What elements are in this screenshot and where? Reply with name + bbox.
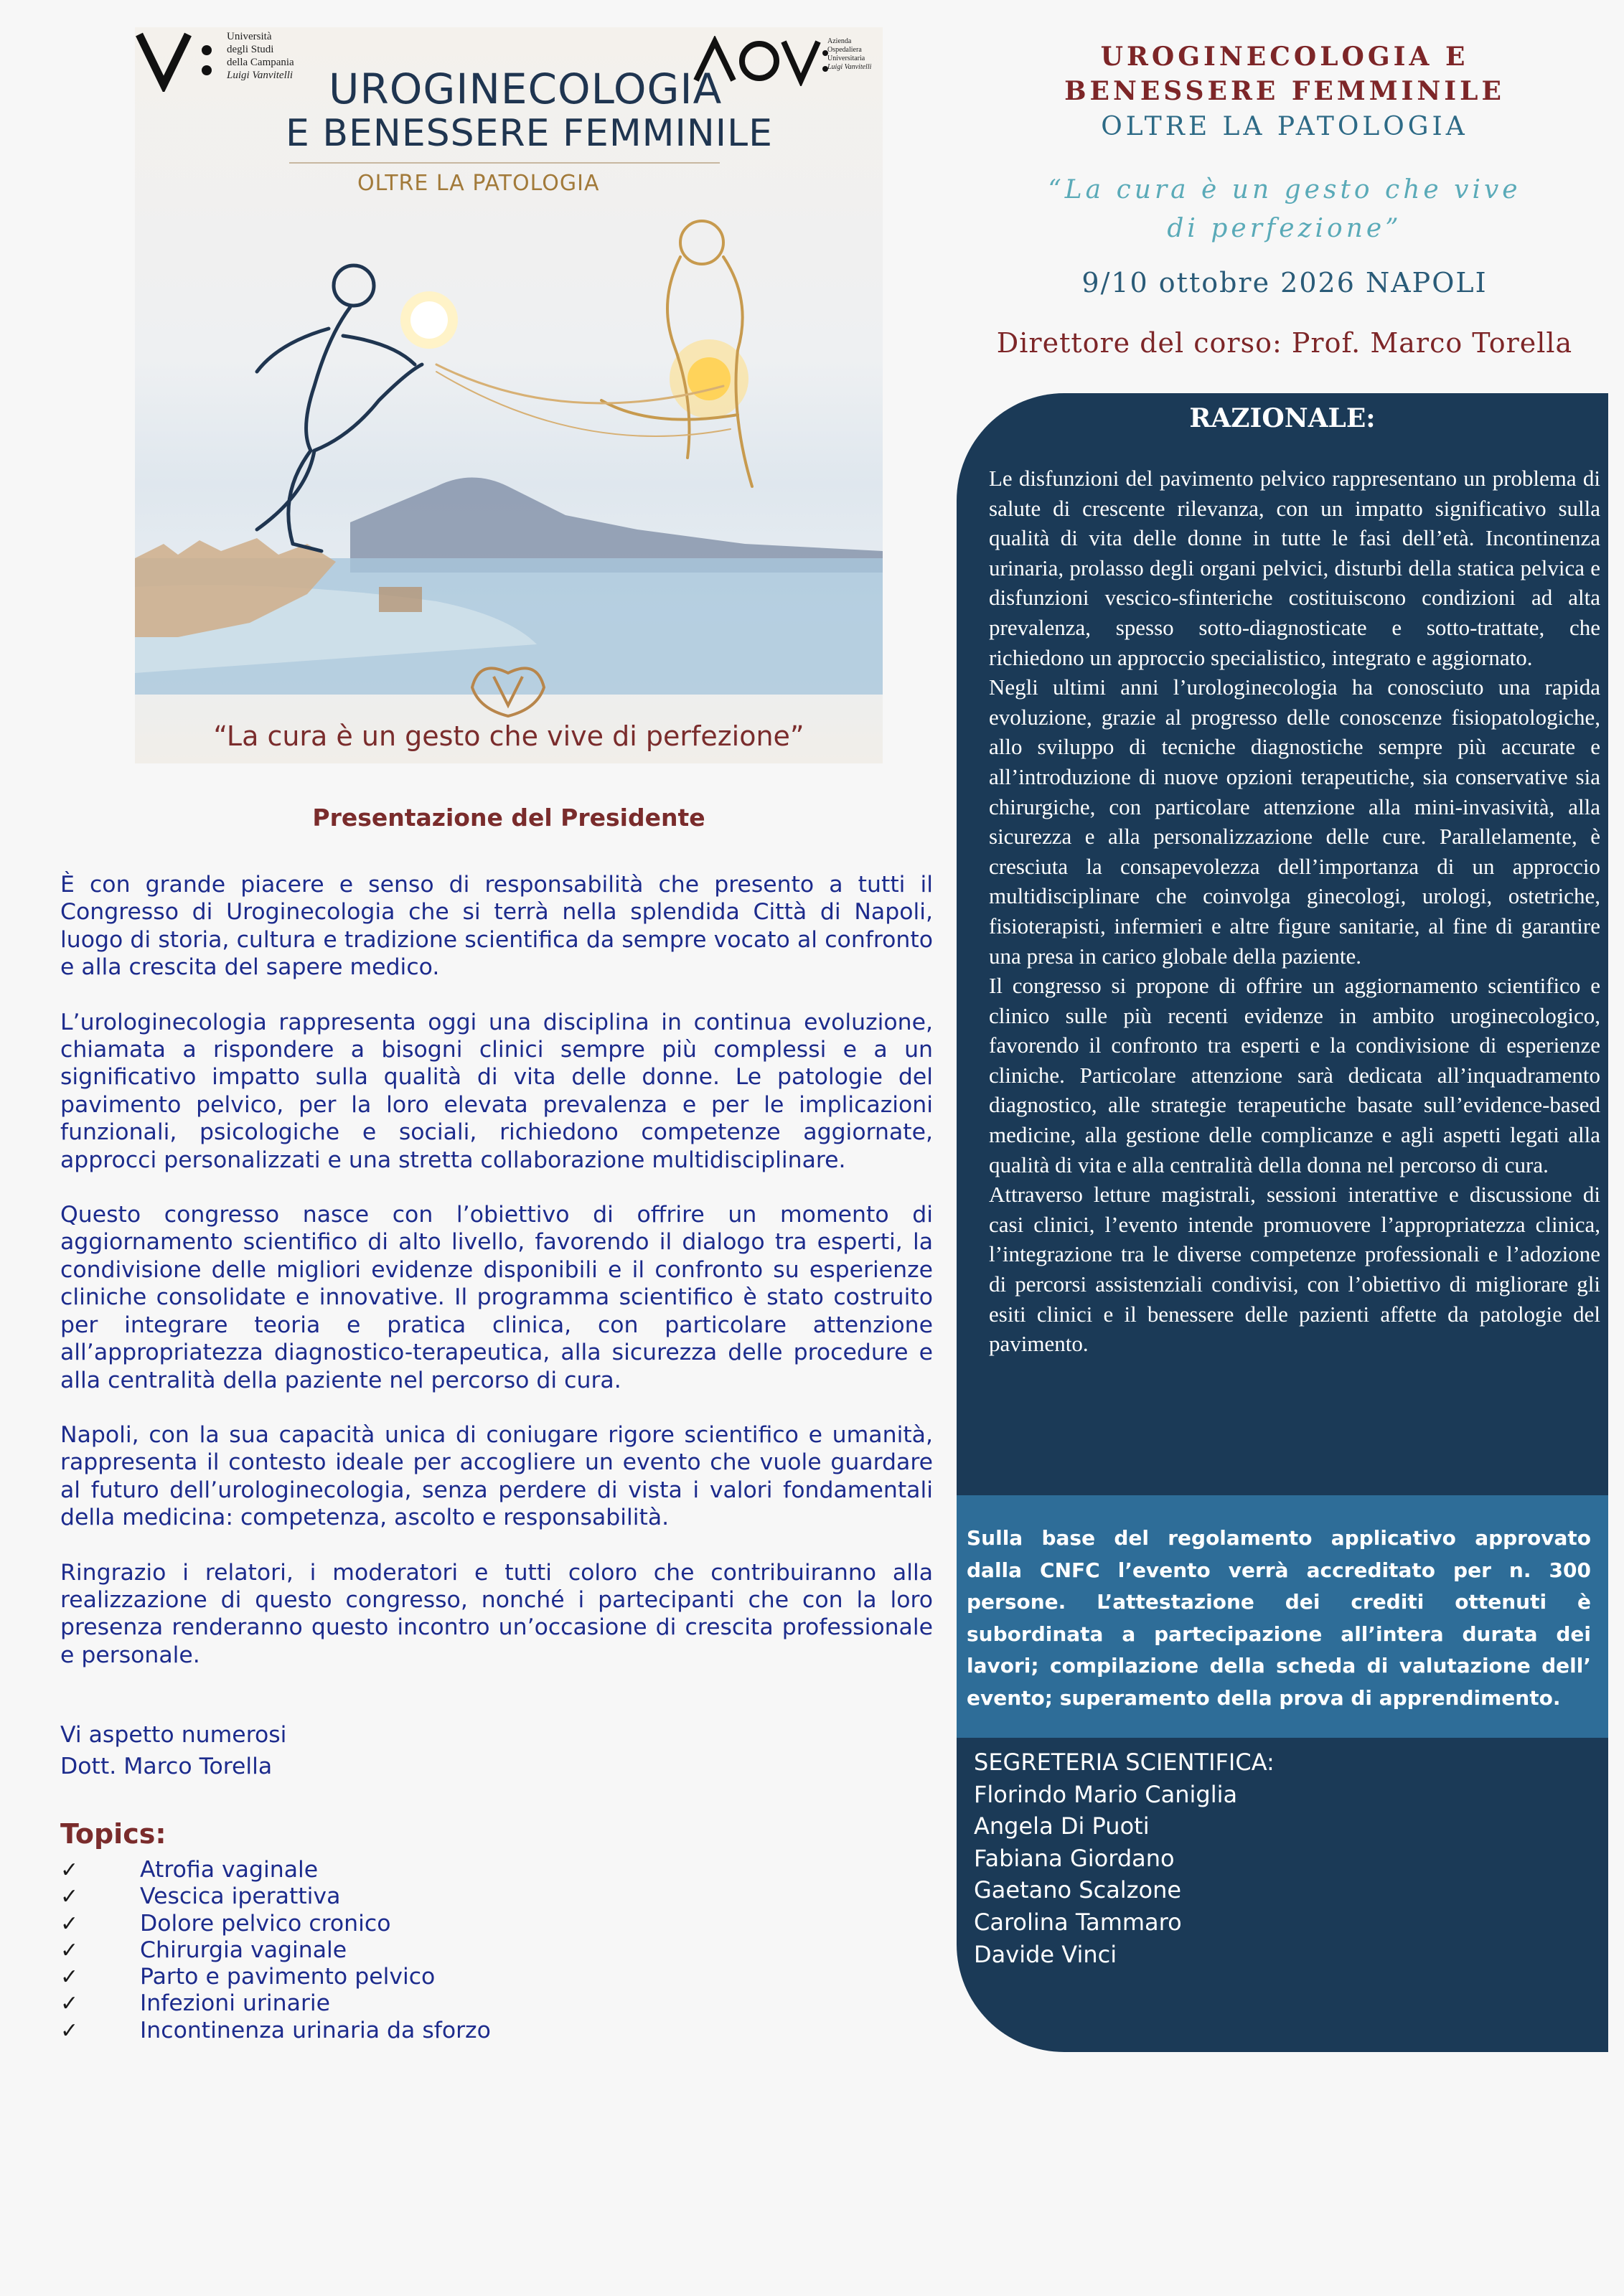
- razionale-text: [989, 464, 1600, 1359]
- segreteria-member: Florindo Mario Caniglia: [974, 1780, 1238, 1808]
- presentation-paragraph: È con grande piacere e senso di responsabilità che presento a tutti il Congresso di Uroginecologia che si terrà nella splendida Città di Napoli, luogo di storia, cultura e tradizione scientifica da sempre vocato al confronto e alla crescita del sapere medico.: [60, 872, 933, 981]
- event-date: 9/10 ottobre 2026 NAPOLI: [1081, 267, 1488, 298]
- topic-label: Dolore pelvico cronico: [140, 1910, 391, 1937]
- presentation-title: Presentazione del Presidente: [312, 804, 705, 832]
- presentation-signature: [60, 1719, 286, 1782]
- credits-box: [957, 1495, 1608, 1738]
- topic-label: Vescica iperattiva: [140, 1883, 341, 1910]
- presentation-paragraph: L’urologinecologia rappresenta oggi una disciplina in continua evoluzione, chiamata a rispondere a bisogni clinici sempre più complessi e a un significativo impatto sulla qualità di vita delle donne. Le patologie del pavimento pelvico, per la loro elevata prevalenza e per le implicazioni funzionali, psicologiche e sociali, richiedono competenze aggiornate, approcci personalizzati e una stretta collaborazione multidisciplinare.: [60, 1009, 933, 1173]
- list-item: [60, 1937, 491, 1964]
- razionale-paragraph: Negli ultimi anni l’urologinecologia ha conosciuto una rapida evoluzione, grazie al progresso delle conoscenze fisiopatologiche, allo sviluppo di tecniche diagnostiche sempre più accurate e all’introduzione di nuove opzioni terapeutiche, sia conservative sia chirurgiche, con particolare attenzione alla mini-invasività, alla sicurezza e alla personalizzazione delle cure. Parallelamente, è cresciuta la consapevolezza dell’importanza di un approccio multidisciplinare che coinvolga ginecologi, urologi, ostetriche, fisioterapisti, infermieri e altre figure sanitarie, al fine di garantire una presa in carico globale della paziente.: [989, 674, 1600, 969]
- list-item: [60, 2018, 491, 2044]
- university-line: degli Studi: [227, 44, 274, 55]
- razionale-heading: RAZIONALE:: [1189, 403, 1376, 433]
- check-icon: ✓: [60, 1911, 79, 1937]
- segreteria-scientifica: [974, 1746, 1591, 1970]
- segreteria-member: Davide Vinci: [974, 1940, 1117, 1968]
- university-line: Università: [227, 31, 272, 42]
- poster-subtitle: OLTRE LA PATOLOGIA: [357, 171, 600, 196]
- topics-heading: Topics:: [60, 1818, 166, 1850]
- event-title-line2: BENESSERE FEMMINILE: [1064, 76, 1505, 106]
- poster-title-line1: UROGINECOLOGIA: [329, 65, 723, 113]
- list-item: [60, 1990, 491, 2017]
- event-title-line1: UROGINECOLOGIA E: [1100, 42, 1469, 72]
- event-title-line3: OLTRE LA PATOLOGIA: [1101, 112, 1468, 141]
- segreteria-member: Carolina Tammaro: [974, 1908, 1182, 1936]
- course-director: Direttore del corso: Prof. Marco Torella: [996, 327, 1573, 359]
- check-icon: ✓: [60, 1937, 79, 1963]
- segreteria-heading: SEGRETERIA SCIENTIFICA:: [974, 1749, 1275, 1776]
- hospital-line: Luigi Vanvitelli: [827, 63, 872, 71]
- check-icon: ✓: [60, 1858, 79, 1883]
- list-item: [60, 1964, 491, 1990]
- topic-label: Incontinenza urinaria da sforzo: [140, 2017, 491, 2043]
- check-icon: ✓: [60, 2018, 79, 2043]
- presentation-paragraph: Napoli, con la sua capacità unica di coniugare rigore scientifico e umanità, rappresenta il contesto ideale per accogliere un evento che vuole guardare al futuro dell’urologinecologia, senza perdere di vista i valori fondamentali della medicina: competenza, ascolto e responsabilità.: [60, 1421, 933, 1531]
- check-icon: ✓: [60, 1884, 79, 1910]
- university-line: Luigi Vanvitelli: [227, 70, 294, 81]
- hospital-line: Azienda: [827, 37, 852, 45]
- closing-line: Vi aspetto numerosi: [60, 1722, 287, 1748]
- razionale-paragraph: Il congresso si propone di offrire un aggiornamento scientifico e clinico sulle più recenti evidenze in ambito uroginecologico, favorendo il confronto tra esperti e la condivisione di esperienze cliniche. Particolare attenzione sarà dedicata all’inquadramento diagnostico, alle strategie terapeutiche basate sull’evidence-based medicine, alla gestione delle complicanze e agli aspetti legati alla qualità di vita e alla centralità della donna nel percorso di cura.: [989, 973, 1600, 1177]
- check-icon: ✓: [60, 1991, 79, 2017]
- hospital-line: Ospedaliera: [827, 46, 862, 54]
- list-item: [60, 1857, 491, 1883]
- presentation-text: [60, 871, 933, 1696]
- segreteria-member: Gaetano Scalzone: [974, 1876, 1182, 1904]
- poster-divider: [289, 162, 720, 164]
- presentation-paragraph: Ringrazio i relatori, i moderatori e tutti coloro che contribuiranno alla realizzazione di questo congresso, nonché i partecipanti che con la loro presenza renderanno questo incontro un’occasione di crescita professionale e personale.: [60, 1559, 933, 1668]
- topic-label: Parto e pavimento pelvico: [140, 1964, 436, 1990]
- topic-label: Chirurgia vaginale: [140, 1937, 347, 1963]
- hospital-line: Universitaria: [827, 55, 865, 62]
- check-icon: ✓: [60, 1965, 79, 1990]
- event-poster-image: [135, 27, 883, 763]
- razionale-paragraph: Attraverso letture magistrali, sessioni interattive e discussione di casi clinici, l’evento intende promuovere l’appropriatezza clinica, l’integrazione tra le diverse competenze professionali e l’adozione di percorsi assistenziali condivisi, con l’obiettivo di migliorare gli esiti clinici e il benessere delle pazienti affette da patologie del pavimento.: [989, 1182, 1600, 1357]
- university-line: della Campania: [227, 57, 294, 68]
- presentation-paragraph: Questo congresso nasce con l’obiettivo di offrire un momento di aggiornamento scientifico di alto livello, favorendo il dialogo tra esperti, la condivisione delle migliori evidenze disponibili e il confronto su esperienze cliniche consolidate e innovative. Il programma scientifico è stato costruito per integrare teoria e pratica clinica, con particolare attenzione all’appropriatezza diagnostico-terapeutica, alla sicurezza delle procedure e alla centralità della paziente nel percorso di cura.: [60, 1202, 933, 1393]
- topic-label: Atrofia vaginale: [140, 1857, 319, 1883]
- signature-name: Dott. Marco Torella: [60, 1754, 273, 1779]
- event-motto: “La cura è un gesto che vive di perfezione”: [1048, 175, 1521, 243]
- segreteria-member: Fabiana Giordano: [974, 1844, 1175, 1872]
- razionale-paragraph: Le disfunzioni del pavimento pelvico rappresentano un problema di salute di crescente rilevanza, con un impatto significativo sulla qualità di vita delle donne in tutte le fasi dell’età. Incontinenza urinaria, prolasso degli organi pelvici, disturbi della statica pelvica e disfunzioni vescico-sfinteriche costituiscono condizioni ad alta prevalenza, spesso sotto-diagnosticate e sotto-trattate, che richiedono un approccio specialistico, integrato e aggiornato.: [989, 466, 1600, 670]
- razionale-panel: [957, 393, 1608, 2052]
- segreteria-member: Angela Di Puoti: [974, 1812, 1150, 1840]
- v-logo-icon: [135, 27, 221, 92]
- list-item: [60, 1883, 491, 1910]
- topic-label: Infezioni urinarie: [140, 1990, 331, 2017]
- poster-title-line2: E BENESSERE FEMMINILE: [286, 112, 773, 155]
- credits-text: Sulla base del regolamento applicativo approvato dalla CNFC l’evento verrà accreditato per n. 300 persone. L’attestazione dei crediti ottenuti è subordinata a partecipazione all’intera durata dei lavori; compilazione della scheda di valutazione dell’ evento; superamento della prova di apprendimento.: [967, 1526, 1591, 1710]
- list-item: [60, 1911, 491, 1937]
- topics-list: [60, 1857, 491, 2044]
- poster-quote: “La cura è un gesto che vive di perfezione”: [213, 720, 804, 752]
